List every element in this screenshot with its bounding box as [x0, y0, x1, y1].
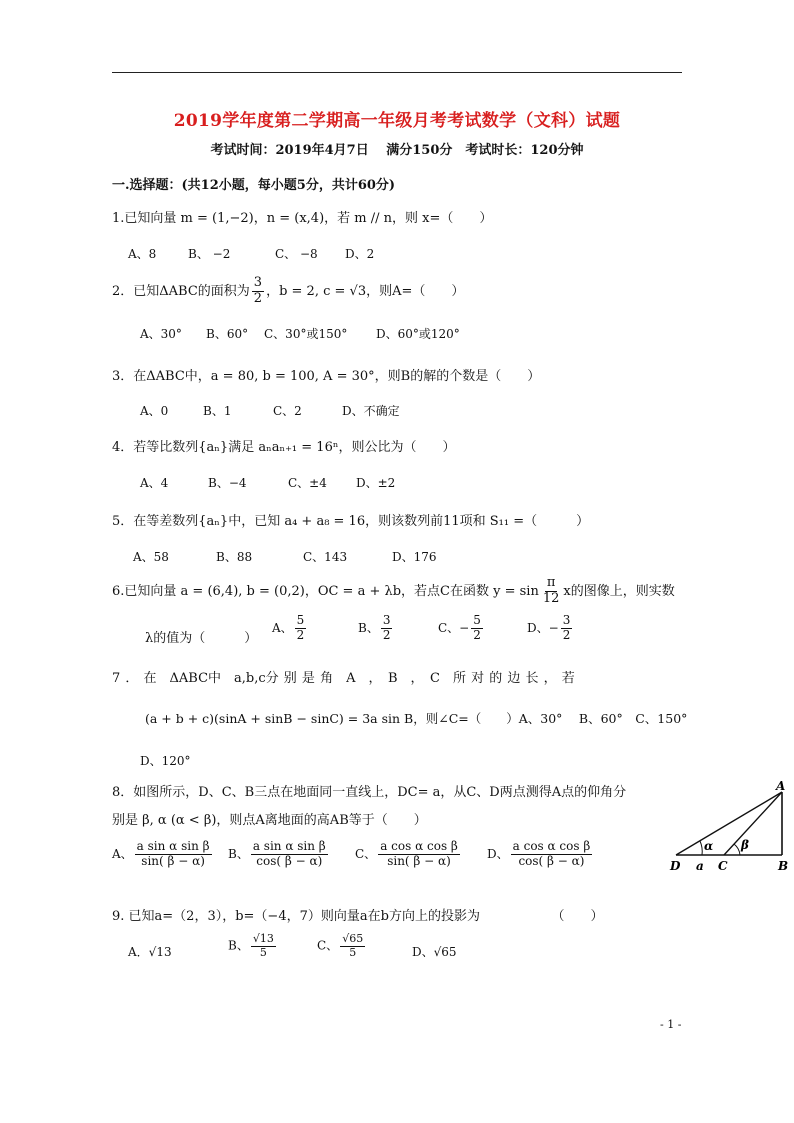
q1-option-c: C、 −8 [275, 247, 318, 261]
q3-option-a: A、0 [140, 404, 169, 418]
label-b-vertex: B [778, 859, 788, 873]
q3-option-d: D、不确定 [342, 404, 400, 418]
question-5-stem: 5．在等差数列{aₙ}中，已知 a₄ + a₈ = 16，则该数列前11项和 S₁₁ =（ ） [112, 514, 590, 529]
q5-option-c: C、143 [303, 550, 348, 564]
header-rule [112, 72, 682, 73]
q8-option-c: C、 $\frac{\text{a cos α cos β}}{\sin( \beta - \alpha)}$ [355, 839, 458, 868]
q8-option-b: B、 $\frac{\text{a sin α sin β}}{\cos( \beta - \alpha)}$ [228, 839, 326, 868]
q8-triangle-figure [662, 778, 788, 874]
alpha-arc [700, 841, 702, 855]
q4-option-c: C、±4 [288, 476, 327, 490]
q9-option-b: B、 $\frac{√13}{5}$ [228, 932, 274, 959]
question-2-stem [112, 276, 464, 307]
q5-option-d: D、176 [392, 550, 437, 564]
q2-fraction: $\frac{3}{2}$ [253, 275, 263, 306]
page-title: 2019学年度第二学期高一年级月考考试数学（文科）试题 [173, 111, 621, 131]
question-7-line3: D、120° [140, 754, 191, 768]
q5-option-b: B、88 [216, 550, 253, 564]
q1-option-d: D、2 [345, 247, 375, 261]
q2-suffix: ，b = 2, c = √3，则A=（ ） [266, 283, 465, 299]
label-beta: β [741, 838, 749, 852]
q6-option-d: D、− $\frac{3}{2}$ [527, 613, 571, 642]
q2-option-c: C、30°或150° [264, 327, 348, 341]
question-8-line1: 8．如图所示，D、C、B三点在地面同一直线上，DC= a，从C、D两点测得A点的仰角分 [112, 785, 627, 800]
q1-option-a: A、8 [128, 247, 157, 261]
label-alpha: α [704, 839, 714, 853]
q2-option-a: A、30° [140, 327, 182, 341]
q5-option-a: A、58 [133, 550, 169, 564]
q6-suffix: x的图像上，则实数 [563, 583, 675, 599]
q1-option-b: B、 −2 [188, 247, 231, 261]
sightline-d [676, 792, 782, 855]
beta-arc [734, 844, 740, 855]
q9-option-d: D、√65 [412, 945, 457, 959]
label-a-segment: a [696, 859, 704, 873]
q4-option-a: A、4 [140, 476, 169, 490]
q2-option-b: B、60° [206, 327, 249, 341]
q4-option-d: D、±2 [356, 476, 396, 490]
q6-option-c: C、− $\frac{5}{2}$ [438, 613, 481, 642]
q2-option-d: D、60°或120° [376, 327, 460, 341]
question-7-line2: (a + b + c)(sinA + sinB − sinC) = 3a sin B，则∠C=（ ）A、30° B、60° C、150° [145, 711, 688, 726]
question-1-stem: 1.已知向量 m = (1,−2)，n = (x,4)，若 m // n，则 x=（ ） [112, 211, 493, 226]
label-a-vertex: A [776, 779, 786, 793]
exam-info: 考试时间：2019年4月7日 满分150分 考试时长：120分钟 [210, 143, 584, 158]
section-heading: 一.选择题：(共12小题，每小题5分，共计60分) [112, 178, 396, 193]
question-4-stem: 4．若等比数列{aₙ}满足 aₙaₙ₊₁ = 16ⁿ，则公比为（ ） [112, 440, 456, 455]
q8-option-a: A、 $\frac{\text{a sin α sin β}}{\sin( \beta - \alpha)}$ [112, 839, 210, 868]
question-9-stem: 9. 已知a=（2，3），b=（−4，7）则向量a在b方向上的投影为 （ ） [112, 909, 604, 924]
q9-option-c: C、 $\frac{√65}{5}$ [317, 932, 364, 959]
q6-fraction: $\frac{\pi}{12}$ [542, 575, 560, 606]
q4-option-b: B、−4 [208, 476, 247, 490]
label-c-vertex: C [718, 859, 728, 873]
q6-prefix: 6.已知向量 a = (6,4), b = (0,2)，OC = a + λb，若点C在函数 y = sin [112, 583, 539, 599]
q9-option-a: A．√13 [128, 945, 172, 959]
sightline-c [724, 792, 782, 855]
q6-option-b: B、 $\frac{3}{2}$ [358, 613, 391, 642]
label-d-vertex: D [670, 859, 681, 873]
q2-prefix: 2．已知ΔABC的面积为 [112, 283, 250, 299]
page-number: - 1 - [660, 1018, 682, 1031]
q6-option-a: A、 $\frac{5}{2}$ [272, 613, 305, 642]
q3-option-c: C、2 [273, 404, 302, 418]
q6-line2: λ的值为（ ） [145, 631, 258, 646]
q3-option-b: B、1 [203, 404, 232, 418]
question-6-stem [112, 576, 675, 607]
q8-option-d: D、 $\frac{\text{a cos α cos β}}{\cos( \beta - \alpha)}$ [487, 839, 591, 868]
question-7-line1: 7 ． 在 ΔABC中 a,b,c分 别 是 角 A ， B ， C 所 对 的 边 长 ， 若 [112, 671, 575, 686]
question-3-stem: 3．在ΔABC中，a = 80, b = 100, A = 30°，则B的解的个数是（ ） [112, 369, 541, 384]
question-8-line2: 别是 β, α (α < β)，则点A离地面的高AB等于（ ） [112, 813, 427, 828]
